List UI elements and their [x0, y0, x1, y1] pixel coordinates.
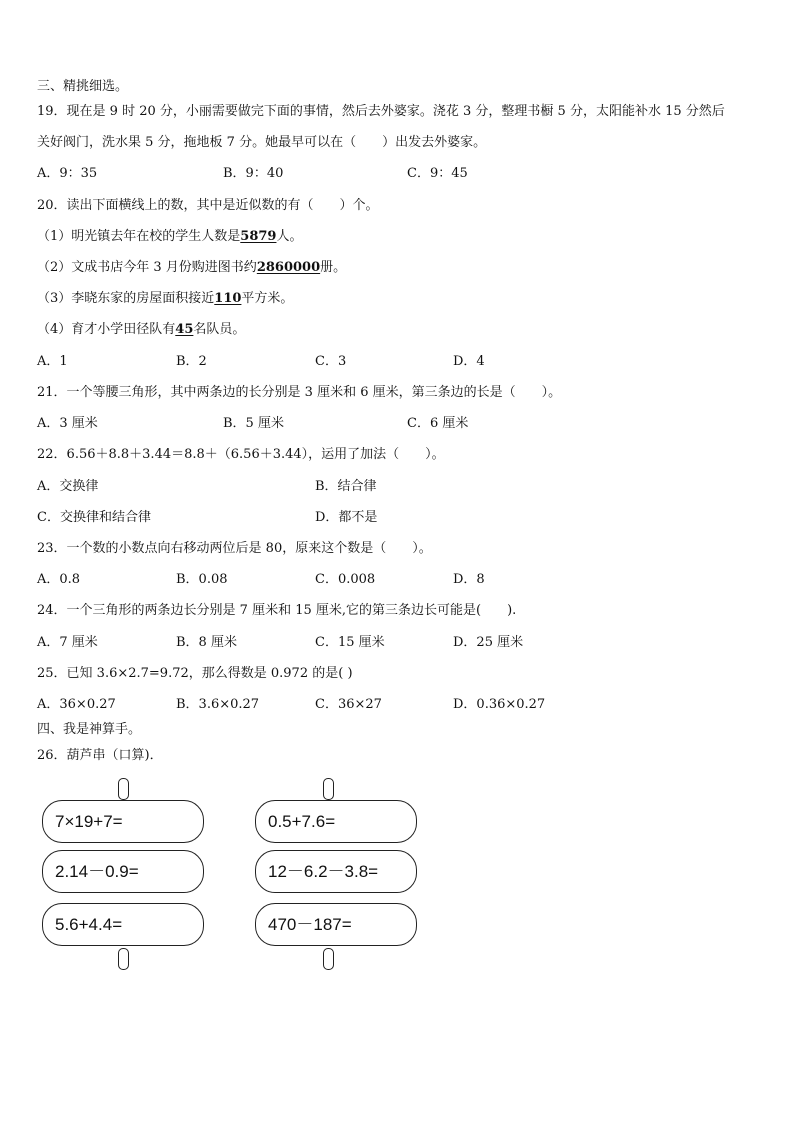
- q20-item-4: [37, 322, 245, 338]
- q20-stem: 20．读出下面横线上的数，其中是近似数的有（ ）个。: [37, 198, 379, 213]
- q22-option-c: C．交换律和结合律: [37, 510, 151, 525]
- gourd-left-expr-1: 7×19+7=: [42, 800, 204, 843]
- q20-option-d: D．4: [453, 354, 485, 369]
- q19-line1: 19．现在是 9 时 20 分，小丽需要做完下面的事情，然后去外婆家。浇花 3 分，整理书橱 5 分，太阳能补水 15 分然后: [37, 104, 725, 119]
- q23-option-d: D．8: [453, 572, 485, 587]
- q24-option-d: D．25 厘米: [453, 635, 524, 650]
- q22-option-b: B．结合律: [315, 479, 377, 494]
- q22-option-a: A．交换律: [37, 479, 99, 494]
- q21-option-b: B．5 厘米: [223, 416, 284, 431]
- q20-item-2-unit: 册。: [320, 260, 347, 275]
- gourd-left-top-stem: [118, 778, 129, 800]
- q25-option-a: A．36×0.27: [37, 697, 116, 712]
- q26-stem: 26．葫芦串（口算)．: [37, 748, 163, 763]
- q25-option-d: D．0.36×0.27: [453, 697, 546, 712]
- q20-item-2-text: （2）文成书店今年 3 月份购进图书约: [37, 260, 257, 275]
- q24-option-a: A．7 厘米: [37, 635, 98, 650]
- q20-item-3: [37, 291, 293, 307]
- q20-item-3-number: 110: [214, 291, 242, 306]
- gourd-right-bottom-stem: [323, 948, 334, 970]
- gourd-right-top-stem: [323, 778, 334, 800]
- q23-option-b: B．0.08: [176, 572, 228, 587]
- q24-option-c: C．15 厘米: [315, 635, 385, 650]
- q20-option-a: A．1: [37, 354, 68, 369]
- section-three-title: 三、精挑细选。: [37, 79, 129, 94]
- q19-option-c: C．9：45: [407, 166, 468, 181]
- q22-stem: 22．6.56＋8.8＋3.44＝8.8＋（6.56＋3.44），运用了加法（ ）。: [37, 447, 445, 462]
- q24-option-b: B．8 厘米: [176, 635, 237, 650]
- q20-item-3-unit: 平方米。: [241, 291, 294, 306]
- gourd-right-expr-1: 0.5+7.6=: [255, 800, 417, 843]
- q22-option-d: D．都不是: [315, 510, 378, 525]
- q23-option-a: A．0.8: [37, 572, 81, 587]
- q25-option-c: C．36×27: [315, 697, 382, 712]
- gourd-right-expr-2: 12－6.2－3.8=: [255, 850, 417, 893]
- gourd-left-expr-2: 2.14－0.9=: [42, 850, 204, 893]
- q25-stem: 25．已知 3.6×2.7=9.72，那么得数是 0.972 的是( ): [37, 666, 353, 681]
- q20-item-2-number: 2860000: [256, 260, 321, 275]
- gourd-left-bottom-stem: [118, 948, 129, 970]
- q19-option-a: A．9：35: [37, 166, 98, 181]
- q20-option-c: C．3: [315, 354, 347, 369]
- section-four-title: 四、我是神算手。: [37, 722, 142, 737]
- q20-item-1-text: （1）明光镇去年在校的学生人数是: [37, 229, 241, 244]
- q23-option-c: C．0.008: [315, 572, 376, 587]
- q20-item-1-number: 5879: [240, 229, 277, 244]
- q20-option-b: B．2: [176, 354, 207, 369]
- q20-item-4-number: 45: [175, 322, 194, 337]
- q20-item-2: [37, 260, 346, 276]
- q20-item-1-unit: 人。: [276, 229, 303, 244]
- q20-item-1: [37, 229, 302, 245]
- gourd-right-expr-3: 470－187=: [255, 903, 417, 946]
- q24-stem: 24．一个三角形的两条边长分别是 7 厘米和 15 厘米,它的第三条边长可能是( ).: [37, 603, 517, 618]
- q19-option-b: B．9：40: [223, 166, 284, 181]
- q21-option-c: C．6 厘米: [407, 416, 469, 431]
- q20-item-4-unit: 名队员。: [193, 322, 246, 337]
- q25-option-b: B．3.6×0.27: [176, 697, 260, 712]
- q20-item-4-text: （4）育才小学田径队有: [37, 322, 176, 337]
- q19-line2: 关好阀门，洗水果 5 分，拖地板 7 分。她最早可以在（ ）出发去外婆家。: [37, 135, 487, 150]
- q21-option-a: A．3 厘米: [37, 416, 98, 431]
- q23-stem: 23．一个数的小数点向右移动两位后是 80，原来这个数是（ ）。: [37, 541, 432, 556]
- q20-item-3-text: （3）李晓东家的房屋面积接近: [37, 291, 215, 306]
- gourd-left-expr-3: 5.6+4.4=: [42, 903, 204, 946]
- q21-stem: 21．一个等腰三角形，其中两条边的长分别是 3 厘米和 6 厘米，第三条边的长是（ ）。: [37, 385, 562, 400]
